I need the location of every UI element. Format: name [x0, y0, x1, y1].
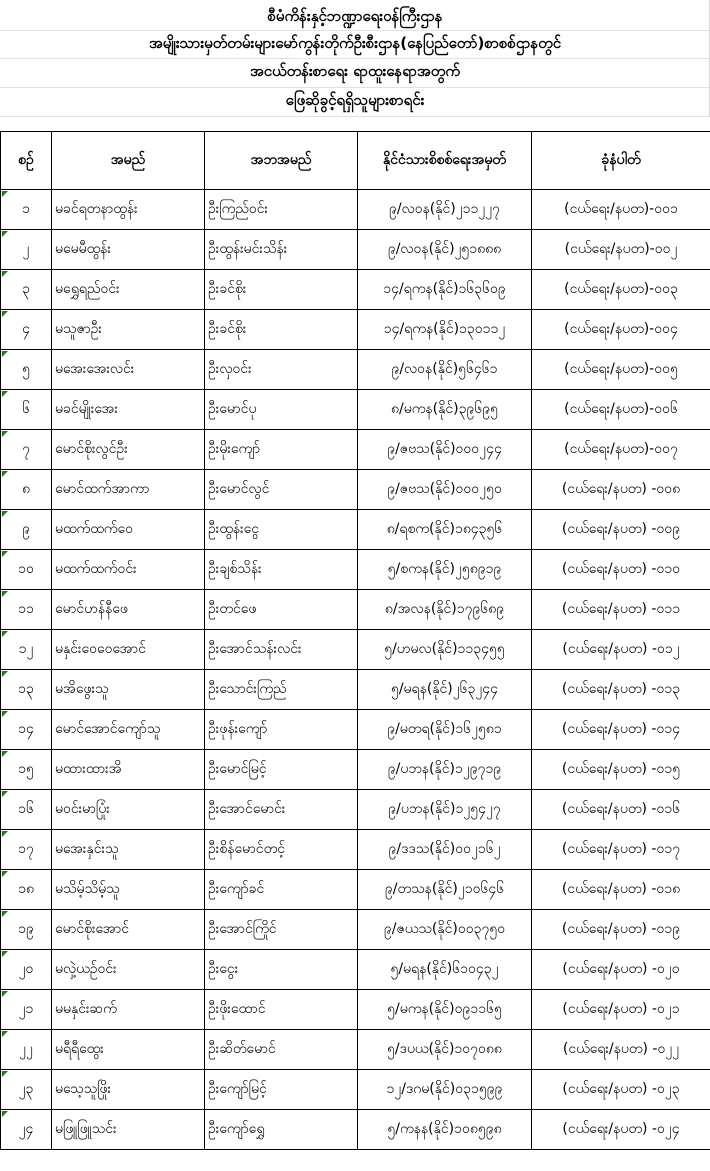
cell-father[interactable]: ဦးထွန်းမင်းသိန်း: [205, 230, 358, 270]
header-nrc[interactable]: နိုင်ငံသားစိစစ်ရေးအမှတ်: [358, 132, 532, 190]
cell-roll[interactable]: (ငယ်ရေး/နပတ) -၀၁၇: [532, 830, 710, 870]
cell-no[interactable]: ၇: [1, 430, 52, 470]
cell-father[interactable]: ဦးအောင်ကြိုင်: [205, 910, 358, 950]
cell-no[interactable]: ၁: [1, 190, 52, 230]
cell-father[interactable]: ဦးလှဝင်း: [205, 350, 358, 390]
cell-roll[interactable]: (ငယ်ရေး/နပတ) -၀၁၀: [532, 550, 710, 590]
cell-father[interactable]: ဦးတင်ဖေ: [205, 590, 358, 630]
cell-no[interactable]: ၁၂: [1, 630, 52, 670]
cell-nrc[interactable]: ၅/မကန(နိုင်)၀၉၁၁၆၅: [358, 990, 532, 1030]
cell-father[interactable]: ဦးထွန်းငွေ: [205, 510, 358, 550]
cell-no[interactable]: ၅: [1, 350, 52, 390]
cell-name[interactable]: မောင်စိုးလွင်ဦး: [52, 430, 205, 470]
title-line-4: ဖြေဆိုခွင့်ရရှိသူများစာရင်း: [285, 90, 425, 109]
cell-father[interactable]: ဦးငွေး: [205, 950, 358, 990]
cell-nrc[interactable]: ၅/မရန(နိုင်)၂၆၃၂၄၄: [358, 670, 532, 710]
table-body: [1, 190, 710, 1150]
cell-nrc[interactable]: ၁၄/ရကန(နိုင်)၁၆၃၆၀၉: [358, 270, 532, 310]
cell-roll[interactable]: (ငယ်ရေး/နပတ)-၀၀၆: [532, 390, 710, 430]
cell-roll[interactable]: (ငယ်ရေး/နပတ)-၀၀၅: [532, 350, 710, 390]
cell-father[interactable]: ဦးအောင်မောင်း: [205, 790, 358, 830]
gridline: [0, 87, 710, 88]
cell-father[interactable]: ဦးမိုးကျော်: [205, 430, 358, 470]
table-row: [1, 950, 710, 990]
cell-no[interactable]: ၁၈: [1, 870, 52, 910]
cell-nrc[interactable]: ၉/လဝန(နိုင်)၅၆၄၆၁: [358, 350, 532, 390]
table-row: [1, 310, 710, 350]
cell-name[interactable]: မမနှင်းဆက်: [52, 990, 205, 1030]
cell-roll[interactable]: (ငယ်ရေး/နပတ) -၀၁၉: [532, 910, 710, 950]
cell-roll[interactable]: (ငယ်ရေး/နပတ) -၀၁၅: [532, 750, 710, 790]
cell-no[interactable]: ၁၀: [1, 550, 52, 590]
table-row: [1, 630, 710, 670]
cell-name[interactable]: မရီရီထွေး: [52, 1030, 205, 1070]
cell-nrc[interactable]: ၉/တသန(နိုင်)၂၁၀၆၄၆: [358, 870, 532, 910]
cell-father[interactable]: ဦးစိန်မောင်တင့်: [205, 830, 358, 870]
table-row: [1, 990, 710, 1030]
header-father[interactable]: အဘအမည်: [205, 132, 358, 190]
candidate-table: [0, 131, 710, 1150]
table-row: [1, 510, 710, 550]
cell-nrc[interactable]: ၉/ဇယသ(နိုင်)၀၀၃၇၅၀: [358, 910, 532, 950]
cell-nrc[interactable]: ၅/ဟမလ(နိုင်)၁၁၃၄၅၅: [358, 630, 532, 670]
cell-name[interactable]: မခင်မျိုးအေး: [52, 390, 205, 430]
cell-father[interactable]: ဦးချစ်သိန်း: [205, 550, 358, 590]
table-row: [1, 350, 710, 390]
cell-father[interactable]: ဦးအောင်သန်းလင်း: [205, 630, 358, 670]
cell-father[interactable]: ဦးကျော်မြင့်: [205, 1070, 358, 1110]
cell-name[interactable]: မမေမီထွန်း: [52, 230, 205, 270]
cell-nrc[interactable]: ၉/ဒဒသ(နိုင်)၀၀၂၁၆၂: [358, 830, 532, 870]
cell-nrc[interactable]: ၅/စကန(နိုင်)၂၅၈၉၁၉: [358, 550, 532, 590]
table-row: [1, 270, 710, 310]
table-row: [1, 1030, 710, 1070]
cell-no[interactable]: ၂၀: [1, 950, 52, 990]
cell-roll[interactable]: (ငယ်ရေး/နပတ)-၀၀၇: [532, 430, 710, 470]
cell-no[interactable]: ၁၆: [1, 790, 52, 830]
cell-no[interactable]: ၆: [1, 390, 52, 430]
table-row: [1, 1070, 710, 1110]
table-row: [1, 190, 710, 230]
cell-name[interactable]: မဖြူဖြူသင်း: [52, 1110, 205, 1150]
table-row: [1, 550, 710, 590]
cell-no[interactable]: ၂၄: [1, 1110, 52, 1150]
header-roll[interactable]: ခုံနံပါတ်: [532, 132, 710, 190]
cell-name[interactable]: မခင်ရတနာထွန်း: [52, 190, 205, 230]
cell-name[interactable]: မနှင်းဝေဝေအောင်: [52, 630, 205, 670]
cell-roll[interactable]: (ငယ်ရေး/နပတ) -၀၂၀: [532, 950, 710, 990]
cell-roll[interactable]: (ငယ်ရေး/နပတ) -၀၁၃: [532, 670, 710, 710]
cell-roll[interactable]: (ငယ်ရေး/နပတ) -၀၁၁: [532, 590, 710, 630]
cell-name[interactable]: မအေးအေးလင်း: [52, 350, 205, 390]
title-line-1: စီမံကိန်းနှင့်ဘဏ္ဍာရေးဝန်ကြီးဌာန: [267, 6, 443, 25]
cell-father[interactable]: ဦးမောင်လွင်: [205, 470, 358, 510]
cell-roll[interactable]: (ငယ်ရေး/နပတ) -၀၂၁: [532, 990, 710, 1030]
cell-nrc[interactable]: ၉/လဝန(နိုင်)၂၅၁၈၈၈: [358, 230, 532, 270]
cell-roll[interactable]: (ငယ်ရေး/နပတ) -၀၁၆: [532, 790, 710, 830]
blank-row: [0, 117, 710, 131]
cell-no[interactable]: ၁၃: [1, 670, 52, 710]
cell-nrc[interactable]: ၉/ပဘန(နိုင်)၁၂၅၄၂၇: [358, 790, 532, 830]
cell-no[interactable]: ၃: [1, 270, 52, 310]
cell-roll[interactable]: (ငယ်ရေး/နပတ)-၀၀၂: [532, 230, 710, 270]
cell-father[interactable]: ဦးဖုန်းကျော်: [205, 710, 358, 750]
cell-no[interactable]: ၁၅: [1, 750, 52, 790]
cell-father[interactable]: ဦးကျော်ခင်: [205, 870, 358, 910]
cell-father[interactable]: ဦးဆိတ်မောင်: [205, 1030, 358, 1070]
cell-roll[interactable]: (ငယ်ရေး/နပတ)-၀၀၁: [532, 190, 710, 230]
cell-roll[interactable]: (ငယ်ရေး/နပတ) -၀၀၈: [532, 470, 710, 510]
table-row: [1, 830, 710, 870]
cell-name[interactable]: မထက်ထက်ဝေ: [52, 510, 205, 550]
cell-name[interactable]: မအိဖွေးသူ: [52, 670, 205, 710]
cell-no[interactable]: ၁၁: [1, 590, 52, 630]
cell-roll[interactable]: (ငယ်ရေး/နပတ) -၀၁၂: [532, 630, 710, 670]
cell-no[interactable]: ၂: [1, 230, 52, 270]
cell-no[interactable]: ၁၉: [1, 910, 52, 950]
cell-roll[interactable]: (ငယ်ရေး/နပတ) -၀၁၄: [532, 710, 710, 750]
cell-father[interactable]: ဦးခင်စိုး: [205, 310, 358, 350]
cell-nrc[interactable]: ၈/ရစက(နိုင်)၁၈၄၃၅၆: [358, 510, 532, 550]
cell-nrc[interactable]: ၁၂/ဒဂမ(နိုင်)၀၃၁၅၉၉: [358, 1070, 532, 1110]
cell-no[interactable]: ၁၄: [1, 710, 52, 750]
table-row: [1, 870, 710, 910]
cell-name[interactable]: မထားထားအိ: [52, 750, 205, 790]
cell-nrc[interactable]: ၉/ဇဗသ(နိုင်)၀၀၀၂၅၀: [358, 470, 532, 510]
cell-name[interactable]: မသေ့သူဖြိုး: [52, 1070, 205, 1110]
gridline: [0, 30, 710, 31]
title-line-3: အငယ်တန်းစာရေး ရာထူးနေရာအတွက်: [249, 61, 461, 80]
cell-no[interactable]: ၂၁: [1, 990, 52, 1030]
cell-father[interactable]: ဦးမောင်မြင့်: [205, 750, 358, 790]
cell-father[interactable]: ဦးဖိုးထောင်: [205, 990, 358, 1030]
cell-name[interactable]: မောင်ထက်အာကာ: [52, 470, 205, 510]
cell-name[interactable]: မလှဲ့ယဉ်ဝင်း: [52, 950, 205, 990]
cell-no[interactable]: ၉: [1, 510, 52, 550]
cell-nrc[interactable]: ၉/ပဘန(နိုင်)၁၂၉၇၁၉: [358, 750, 532, 790]
table-row: [1, 710, 710, 750]
cell-name[interactable]: မအေးနှင်းသူ: [52, 830, 205, 870]
table-row: [1, 1110, 710, 1150]
cell-name[interactable]: မရွှေရည်ဝင်း: [52, 270, 205, 310]
cell-no[interactable]: ၈: [1, 470, 52, 510]
cell-nrc[interactable]: ၉/ဇဗသ(နိုင်)၀၀၀၂၄၄: [358, 430, 532, 470]
table-row: [1, 670, 710, 710]
cell-roll[interactable]: (ငယ်ရေး/နပတ) -၀၂၂: [532, 1030, 710, 1070]
cell-name[interactable]: မောင်အောင်ကျော်သူ: [52, 710, 205, 750]
table-row: [1, 230, 710, 270]
table-row: [1, 470, 710, 510]
gridline: [0, 58, 710, 59]
cell-nrc[interactable]: ၅/ဒပယ(နိုင်)၁၀၇၀၈၈: [358, 1030, 532, 1070]
table-row: [1, 910, 710, 950]
header-no[interactable]: စဉ်: [1, 132, 52, 190]
table-row: [1, 390, 710, 430]
cell-roll[interactable]: (ငယ်ရေး/နပတ) -၀၂၃: [532, 1070, 710, 1110]
cell-no[interactable]: ၁၇: [1, 830, 52, 870]
cell-name[interactable]: မသိမ့်သိမ့်သူ: [52, 870, 205, 910]
table-row: [1, 430, 710, 470]
cell-nrc[interactable]: ၅/ကနန(နိုင်)၁၀၈၅၉၈: [358, 1110, 532, 1150]
header-name[interactable]: အမည်: [52, 132, 205, 190]
cell-roll[interactable]: (ငယ်ရေး/နပတ) -၀၀၉: [532, 510, 710, 550]
cell-name[interactable]: မောင်ဟန်နီဖေ: [52, 590, 205, 630]
cell-nrc[interactable]: ၁၄/ရကန(နိုင်)၁၃၀၁၁၂: [358, 310, 532, 350]
cell-roll[interactable]: (ငယ်ရေး/နပတ) -၀၂၄: [532, 1110, 710, 1150]
cell-nrc[interactable]: ၈/မကန(နိုင်)၃၉၆၉၅: [358, 390, 532, 430]
table-row: [1, 790, 710, 830]
cell-roll[interactable]: (ငယ်ရေး/နပတ)-၀၀၄: [532, 310, 710, 350]
cell-no[interactable]: ၄: [1, 310, 52, 350]
cell-name[interactable]: မောင်စိုးအောင်: [52, 910, 205, 950]
cell-nrc[interactable]: ၅/မရန(နိုင်)၆၁၀၄၃၂: [358, 950, 532, 990]
cell-name[interactable]: မထက်ထက်ဝင်း: [52, 550, 205, 590]
cell-roll[interactable]: (ငယ်ရေး/နပတ)-၀၀၃: [532, 270, 710, 310]
cell-father[interactable]: ဦးခင်စိုး: [205, 270, 358, 310]
cell-name[interactable]: မဝင်းမာပြုံး: [52, 790, 205, 830]
table-row: [1, 590, 710, 630]
cell-nrc[interactable]: ၉/မတရ(နိုင်)၁၆၂၅၈၁: [358, 710, 532, 750]
cell-father[interactable]: ဦးသောင်းကြည်: [205, 670, 358, 710]
cell-no[interactable]: ၂၃: [1, 1070, 52, 1110]
table-header-row: [1, 132, 710, 190]
cell-father[interactable]: ဦးမောင်ပု: [205, 390, 358, 430]
cell-father[interactable]: ဦးကျော်ရွှေ: [205, 1110, 358, 1150]
title-line-2: အမျိုးသားမှတ်တမ်းများမော်ကွန်းတိုက်ဦးစီးဌာန(နေပြည်တော်)စာစစ်ဌာနတွင်: [148, 33, 562, 52]
cell-nrc[interactable]: ၉/လဝန(နိုင်)၂၁၁၂၂၇: [358, 190, 532, 230]
cell-name[interactable]: မသူဇာဦး: [52, 310, 205, 350]
cell-roll[interactable]: (ငယ်ရေး/နပတ) -၀၁၈: [532, 870, 710, 910]
cell-no[interactable]: ၂၂: [1, 1030, 52, 1070]
cell-father[interactable]: ဦးကြည်ဝင်း: [205, 190, 358, 230]
table-row: [1, 750, 710, 790]
cell-nrc[interactable]: ၈/အလန(နိုင်)၁၇၉၆၈၉: [358, 590, 532, 630]
